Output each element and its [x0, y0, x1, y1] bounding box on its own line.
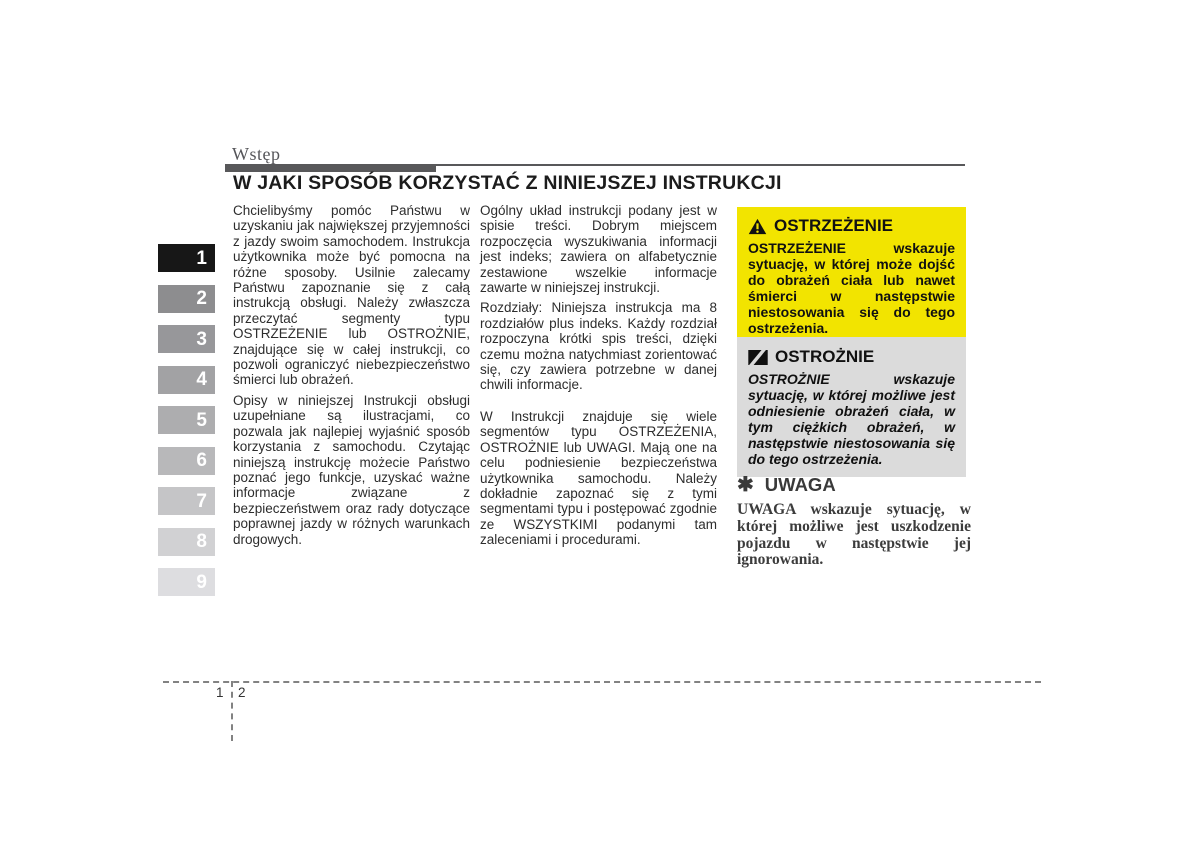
chapter-tab-4 [158, 366, 215, 394]
caution-title-row [748, 347, 955, 367]
warning-triangle-icon [748, 218, 767, 235]
chapter-tab-6 [158, 447, 215, 475]
footer-page-number: 2 [238, 685, 246, 700]
chapter-tab-label: 8 [196, 531, 207, 552]
header-rule-thick [225, 164, 436, 172]
caution-slash-icon [748, 350, 768, 365]
paragraph: W Instrukcji znajduje się wiele segmentów typu OSTRZEŻENIA, OSTROŻNIE lub UWAGI. Mają one na celu podniesienie bezpieczeństwa użytkownika samochodu. Należy dokładnie zapoznać się z tymi segmentami typu i postępować zgodnie ze WSZYSTKIMI podanymi tam zaleceniami i procedurami. [480, 408, 717, 548]
chapter-tab-1 [158, 244, 215, 272]
chapter-tab-label: 2 [196, 288, 207, 309]
paragraph: Opisy w niniejszej Instrukcji obsługi uzupełniane są ilustracjami, co pozwala jak najlepiej wyjaśnić sposób korzystania z samochodu. Czytając niniejszą instrukcję możecie Państwo poznać jego funkcje, uzyskać ważne informacje związane z bezpieczeństwem oraz rady dotyczące poprawnej jazdy w różnych warunkach drogowych. [233, 392, 470, 547]
chapter-tab-label: 1 [196, 247, 207, 269]
page-title: W JAKI SPOSÓB KORZYSTAĆ Z NINIEJSZEJ INSTRUKCJI [233, 172, 782, 194]
section-header: Wstęp [232, 144, 281, 164]
text-column-1 [233, 203, 470, 552]
warning-callout-box [737, 207, 966, 346]
chapter-tab-label: 5 [196, 409, 207, 431]
chapter-tab-2 [158, 285, 215, 313]
footer-chapter-number: 1 [216, 685, 224, 700]
chapter-tab-label: 4 [196, 369, 207, 390]
asterisk-icon: ✱ [737, 474, 754, 496]
notice-title: UWAGA [764, 474, 836, 495]
chapter-tab-5 [158, 406, 215, 434]
chapter-tab-8 [158, 528, 215, 556]
footer-dashed-divider [231, 681, 233, 741]
caution-callout-box [737, 337, 966, 477]
paragraph: Rozdziały: Niniejsza instrukcja ma 8 rozdziałów plus indeks. Każdy rozdział rozpoczyna krótki spis treści, dzięki czemu można natychmiast zorientować się, czy zawiera potrzebne w danej chwili informacje. [480, 300, 717, 393]
notice-title-row [737, 474, 971, 496]
paragraph: Chcielibyśmy pomóc Państwu w uzyskaniu jak największej przyjemności z jazdy swoim samochodem. Instrukcja użytkownika może być pomocna na różne sposoby. Usilnie zalecamy Państwu zapoznanie się z całą instrukcją obsługi. Należy zwłaszcza przeczytać segmenty typu OSTRZEŻENIE lub OSTROŻNIE, znajdujące się w całej instrukcji, co pozwoli ograniczyć niebezpieczeństwo śmierci lub obrażeń. [233, 203, 470, 388]
chapter-tab-label: 9 [196, 571, 207, 593]
paragraph: Ogólny układ instrukcji podany jest w spisie treści. Dobrym miejscem rozpoczęcia wyszukiwania informacji jest indeks; zawiera on alfabetycznie zestawione wszelkie informacje zawarte w niniejszej instrukcji. [480, 203, 717, 296]
chapter-tab-label: 7 [196, 490, 207, 512]
warning-title-row [748, 216, 955, 236]
chapter-tab-7 [158, 487, 215, 515]
chapter-tab-label: 6 [196, 450, 207, 471]
chapter-tab-strip [158, 244, 215, 596]
caution-title: OSTROŻNIE [775, 347, 875, 366]
chapter-tab-label: 3 [196, 328, 207, 350]
warning-body: OSTRZEŻENIE wskazuje sytuację, w której może dojść do obrażeń ciała lub nawet śmierci w następstwie niestosowania się do tego ostrzeżenia. [748, 240, 955, 336]
chapter-tab-9 [158, 568, 215, 596]
notice-body: UWAGA wskazuje sytuację, w której możliwe jest uszkodzenie pojazdu w następstwie jej ignorowania. [737, 501, 971, 569]
caution-body: OSTROŻNIE wskazuje sytuację, w której możliwe jest odniesienie obrażeń ciała, w tym ciężkich obrażeń, w następstwie niestosowania się do tego ostrzeżenia. [748, 371, 955, 467]
notice-callout [737, 474, 971, 569]
footer-dashed-rule [163, 681, 1041, 683]
chapter-tab-3 [158, 325, 215, 353]
text-column-2 [480, 203, 717, 553]
warning-title: OSTRZEŻENIE [774, 216, 894, 235]
